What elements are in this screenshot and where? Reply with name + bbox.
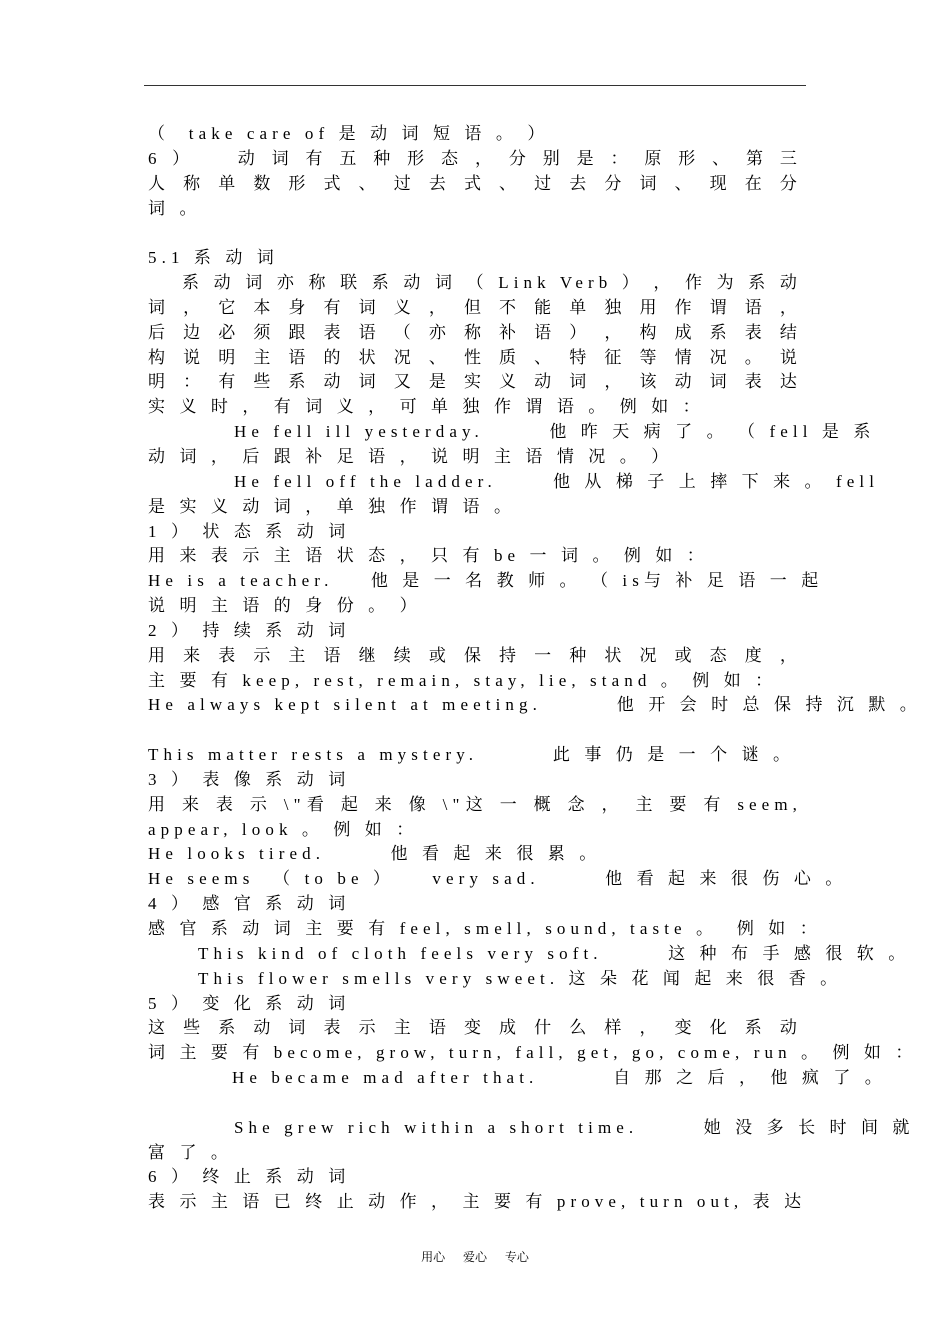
text-line: 主 要 有 keep, rest, remain, stay, lie, stand 。 例 如 ： (148, 670, 778, 690)
text-line: 4 ） 感 官 系 动 词 (148, 894, 351, 914)
text-line: 6 ） 动 词 有 五 种 形 态 ， 分 别 是 ： 原 形 、 第 三 (148, 148, 802, 168)
text-line (148, 221, 802, 246)
page-footer (0, 1248, 950, 1265)
text-line: 说 明 主 语 的 身 份 。 ） (148, 596, 422, 616)
text-line: 词 ， 它 本 身 有 词 义 ， 但 不 能 单 独 用 作 谓 语 ， (148, 297, 802, 317)
text-line: 用 来 表 示 主 语 状 态 ， 只 有 be 一 词 。 例 如 ： (148, 546, 709, 566)
text-line: He always kept silent at meeting. 他 开 会 时 总 保 持 沉 默 。 (148, 695, 922, 715)
text-line: 感 官 系 动 词 主 要 有 feel, smell, sound, taste 。 例 如 ： (148, 919, 822, 938)
footer-text-1: 用心 (421, 1250, 446, 1264)
text-line: 动 词 ， 后 跟 补 足 语 ， 说 明 主 语 情 况 。 ） (148, 446, 674, 466)
text-line: 用 来 表 示 主 语 继 续 或 保 持 一 种 状 况 或 态 度 ， (148, 645, 802, 665)
text-line: 人 称 单 数 形 式 、 过 去 式 、 过 去 分 词 、 现 在 分 (148, 173, 802, 193)
text-line: 构 说 明 主 语 的 状 况 、 性 质 、 特 征 等 情 况 。 说 (148, 347, 802, 367)
text-line: 3 ） 表 像 系 动 词 (148, 769, 351, 789)
text-line: 词 主 要 有 become, grow, turn, fall, get, go, come, run 。 例 如 ： (148, 1043, 918, 1063)
text-line: 实 义 时 ， 有 词 义 ， 可 单 独 作 谓 语 。 例 如 ： (148, 397, 705, 417)
text-line (148, 1091, 802, 1116)
text-line: He looks tired. 他 看 起 来 很 累 。 (148, 844, 602, 864)
text-line: He seems （ to be ） very sad. 他 看 起 来 很 伤 心 。 (148, 869, 848, 889)
text-line: 后 边 必 须 跟 表 语 （ 亦 称 补 语 ） ， 构 成 系 表 结 (148, 322, 802, 342)
text-line: This kind of cloth feels very soft. 这 种 布 手 感 很 软 。 (198, 943, 911, 963)
text-line: 是 实 义 动 词 ， 单 独 作 谓 语 。 (148, 496, 517, 516)
text-line: She grew rich within a short time. 她 没 多 长 时 间 就 (234, 1117, 915, 1137)
text-line: This matter rests a mystery. 此 事 仍 是 一 个 谜 。 (148, 745, 796, 765)
header-rule (144, 85, 806, 86)
text-line: 明 ： 有 些 系 动 词 又 是 实 义 动 词 ， 该 动 词 表 达 (148, 372, 802, 392)
text-line: 这 些 系 动 词 表 示 主 语 变 成 什 么 样 ， 变 化 系 动 (148, 1018, 802, 1038)
footer-text-3: 专心 (504, 1250, 529, 1264)
text-line: He fell ill yesterday. 他 昨 天 病 了 。 （ fell 是 系 (234, 422, 876, 442)
text-line: He fell off the ladder. 他 从 梯 子 上 摔 下 来 。 fell (234, 471, 880, 491)
text-line: 1 ） 状 态 系 动 词 (148, 521, 351, 541)
text-line: 6 ） 终 止 系 动 词 (148, 1167, 351, 1187)
text-line: 词 。 (148, 198, 202, 218)
text-line: 富 了 。 (148, 1142, 233, 1162)
footer-text-2: 爱心 (462, 1250, 487, 1264)
text-line: 5 ） 变 化 系 动 词 (148, 993, 351, 1013)
text-line: 5.1 系 动 词 (148, 248, 279, 268)
text-line: This flower smells very sweet. 这 朵 花 闻 起 来 很 香 。 (198, 968, 843, 988)
text-line: 系 动 词 亦 称 联 系 动 词 （ Link Verb ） ， 作 为 系 动 (182, 273, 802, 293)
text-line: He became mad after that. 自 那 之 后 ， 他 疯 了 。 (232, 1068, 887, 1088)
text-line (148, 718, 802, 743)
text-line: 表 示 主 语 已 终 止 动 作 ， 主 要 有 prove, turn out, 表 达 (148, 1192, 807, 1212)
text-line: He is a teacher. 他 是 一 名 教 师 。 （ is与 补 足 语 一 起 (148, 571, 824, 591)
text-line: 用 来 表 示 \"看 起 来 像 \"这 一 概 念 ， 主 要 有 seem, (148, 794, 802, 814)
text-line: （ take care of 是 动 词 短 语 。 ） (148, 124, 550, 143)
text-line: appear, look 。 例 如 ： (148, 819, 419, 839)
text-line: 2 ） 持 续 系 动 词 (148, 620, 351, 640)
document-body (148, 122, 922, 1215)
